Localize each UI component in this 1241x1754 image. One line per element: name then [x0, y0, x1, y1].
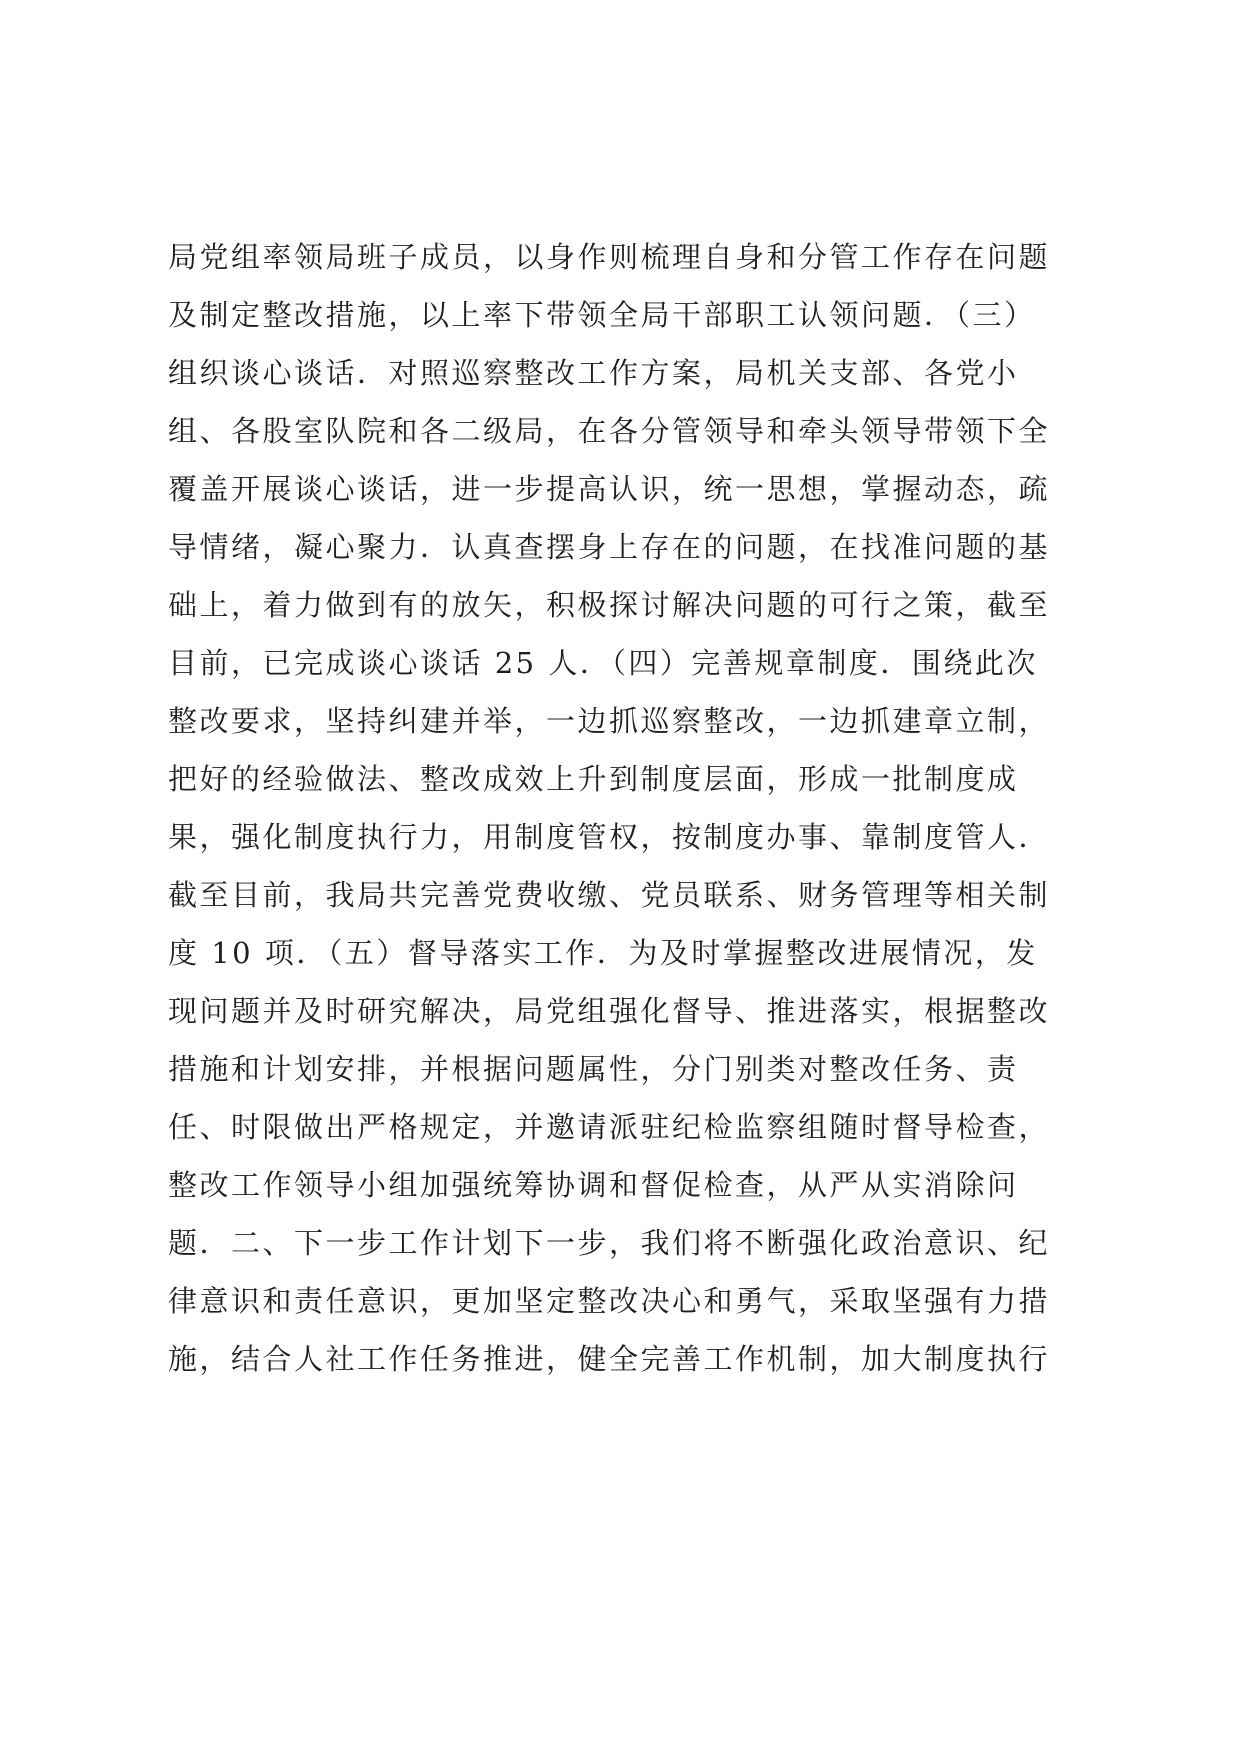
text-line: 截至目前，我局共完善党费收缴、党员联系、财务管理等相关制: [168, 878, 1051, 912]
text-line: 覆盖开展谈心谈话，进一步提高认识，统一思想，掌握动态，疏: [168, 472, 1051, 506]
text-line: 整改要求，坚持纠建并举，一边抓巡察整改，一边抓建章立制，: [168, 704, 1051, 738]
text-line: 措施和计划安排，并根据问题属性，分门别类对整改任务、责: [168, 1052, 1019, 1086]
text-line: 果，强化制度执行力，用制度管权，按制度办事、靠制度管人．: [168, 820, 1051, 854]
text-line: 及制定整改措施，以上率下带领全局干部职工认领问题．（三）: [168, 298, 1036, 332]
text-line: 组织谈心谈话．对照巡察整改工作方案，局机关支部、各党小: [168, 356, 1019, 390]
text-line: 整改工作领导小组加强统筹协调和督促检查，从严从实消除问: [168, 1168, 1019, 1202]
text-line: 组、各股室队院和各二级局，在各分管领导和牵头领导带领下全: [168, 414, 1051, 448]
text-line: 题．二、下一步工作计划下一步，我们将不断强化政治意识、纪: [168, 1226, 1051, 1260]
body-text: [168, 228, 1098, 1388]
text-line: 任、时限做出严格规定，并邀请派驻纪检监察组随时督导检查，: [168, 1110, 1051, 1144]
text-line: 施，结合人社工作任务推进，健全完善工作机制，加大制度执行: [168, 1342, 1051, 1376]
text-line: 现问题并及时研究解决，局党组强化督导、推进落实，根据整改: [168, 994, 1051, 1028]
text-line: 度 10 项．（五）督导落实工作．为及时掌握整改进展情况，发: [168, 936, 1038, 970]
text-line: 局党组率领局班子成员，以身作则梳理自身和分管工作存在问题: [168, 240, 1051, 274]
text-line: 导情绪，凝心聚力．认真查摆身上存在的问题，在找准问题的基: [168, 530, 1051, 564]
text-line: 目前，已完成谈心谈话 25 人．（四）完善规章制度．围绕此次: [168, 646, 1038, 680]
text-line: 础上，着力做到有的放矢，积极探讨解决问题的可行之策，截至: [168, 588, 1051, 622]
text-line: 把好的经验做法、整改成效上升到制度层面，形成一批制度成: [168, 762, 1019, 796]
text-line: 律意识和责任意识，更加坚定整改决心和勇气，采取坚强有力措: [168, 1284, 1051, 1318]
